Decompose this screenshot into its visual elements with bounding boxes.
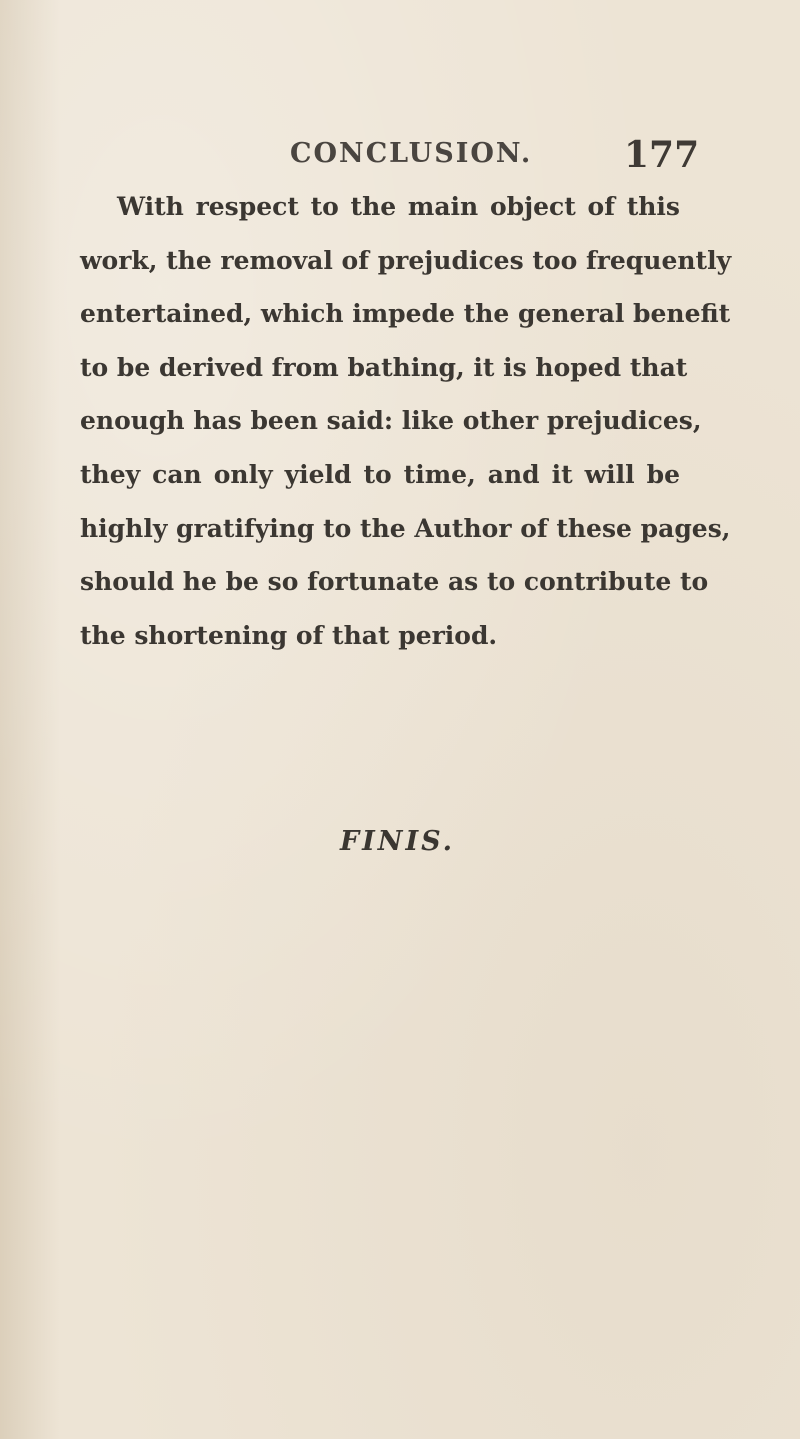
page-number: 177 <box>624 134 700 176</box>
text-line: the shortening of that period. <box>80 620 498 650</box>
text-line: to be derived from bathing, it is hoped that <box>80 352 688 382</box>
text-line: entertained, which impede the general benefit <box>80 299 731 329</box>
body-paragraph <box>80 180 732 662</box>
text-line: work, the removal of prejudices too frequently <box>80 245 732 275</box>
finis-mark: FINIS. <box>340 826 456 857</box>
text-line: enough has been said: like other prejudices, <box>80 406 702 436</box>
text-line: should he be so fortunate as to contribute to <box>80 567 709 597</box>
text-line: highly gratifying to the Author of these pages, <box>80 513 731 543</box>
text-line: With respect to the main object of this <box>117 192 680 221</box>
running-title: CONCLUSION. <box>290 138 533 169</box>
running-head <box>0 134 800 178</box>
text-line: they can only yield to time, and it will be <box>80 459 680 489</box>
